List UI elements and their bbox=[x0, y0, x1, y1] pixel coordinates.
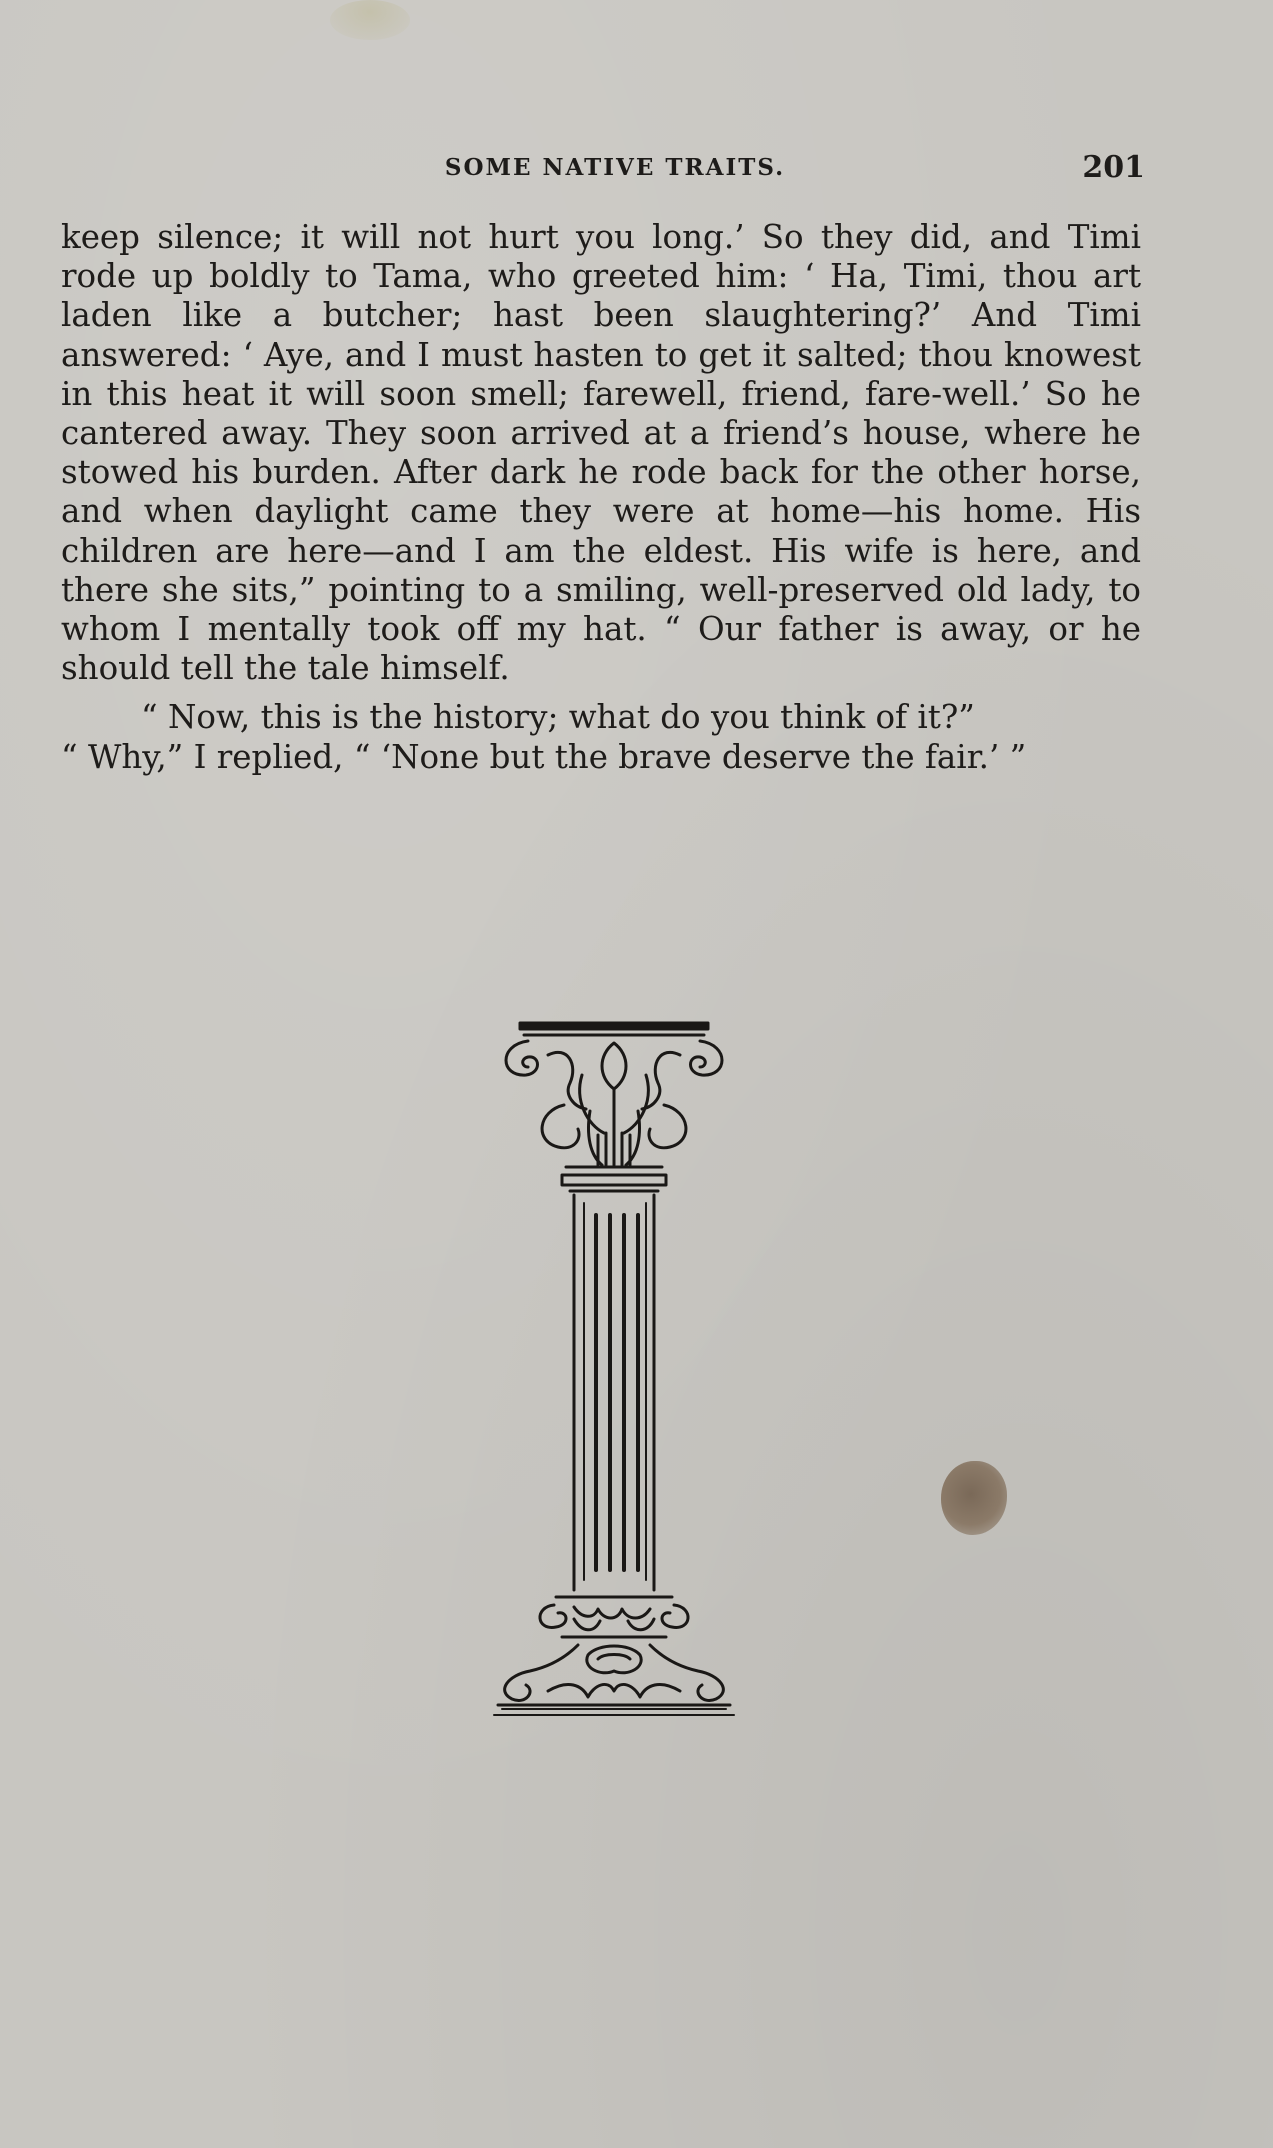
stain-mark bbox=[941, 1461, 1007, 1535]
body-text bbox=[61, 218, 1141, 777]
running-head bbox=[0, 150, 1273, 190]
page-number: 201 bbox=[1082, 150, 1145, 185]
paragraph-question: “ Now, this is the history; what do you think of it?” bbox=[141, 698, 975, 737]
paragraph-reply: “ Why,” I replied, “ ‘None but the brave deserve the fair.’ ” bbox=[61, 737, 1027, 776]
paragraph-continued: keep silence; it will not hurt you long.’ So they did, and Timi rode up boldly to Tama, who greeted him: ‘ Ha, Timi, thou art laden like a butcher; hast been slaughtering?’ And Timi answered: ‘ Aye, and I must hasten to get it salted; thou knowest in this heat it will soon smell; farewell, friend, fare-well.’ So he cantered away. They soon arrived at a friend’s house, where he stowed his burden. After dark he rode back for the other horse, and when daylight came they were at home—his home. His children are here—and I am the eldest. His wife is here, and there she sits,” pointing to a smiling, well-preserved old lady, to whom I mentally took off my hat. “ Our father is away, or he should tell the tale himself. bbox=[61, 218, 1141, 688]
column-icon bbox=[478, 1015, 750, 1740]
paper-stain-top bbox=[330, 0, 410, 40]
running-title: SOME NATIVE TRAITS. bbox=[444, 154, 786, 181]
